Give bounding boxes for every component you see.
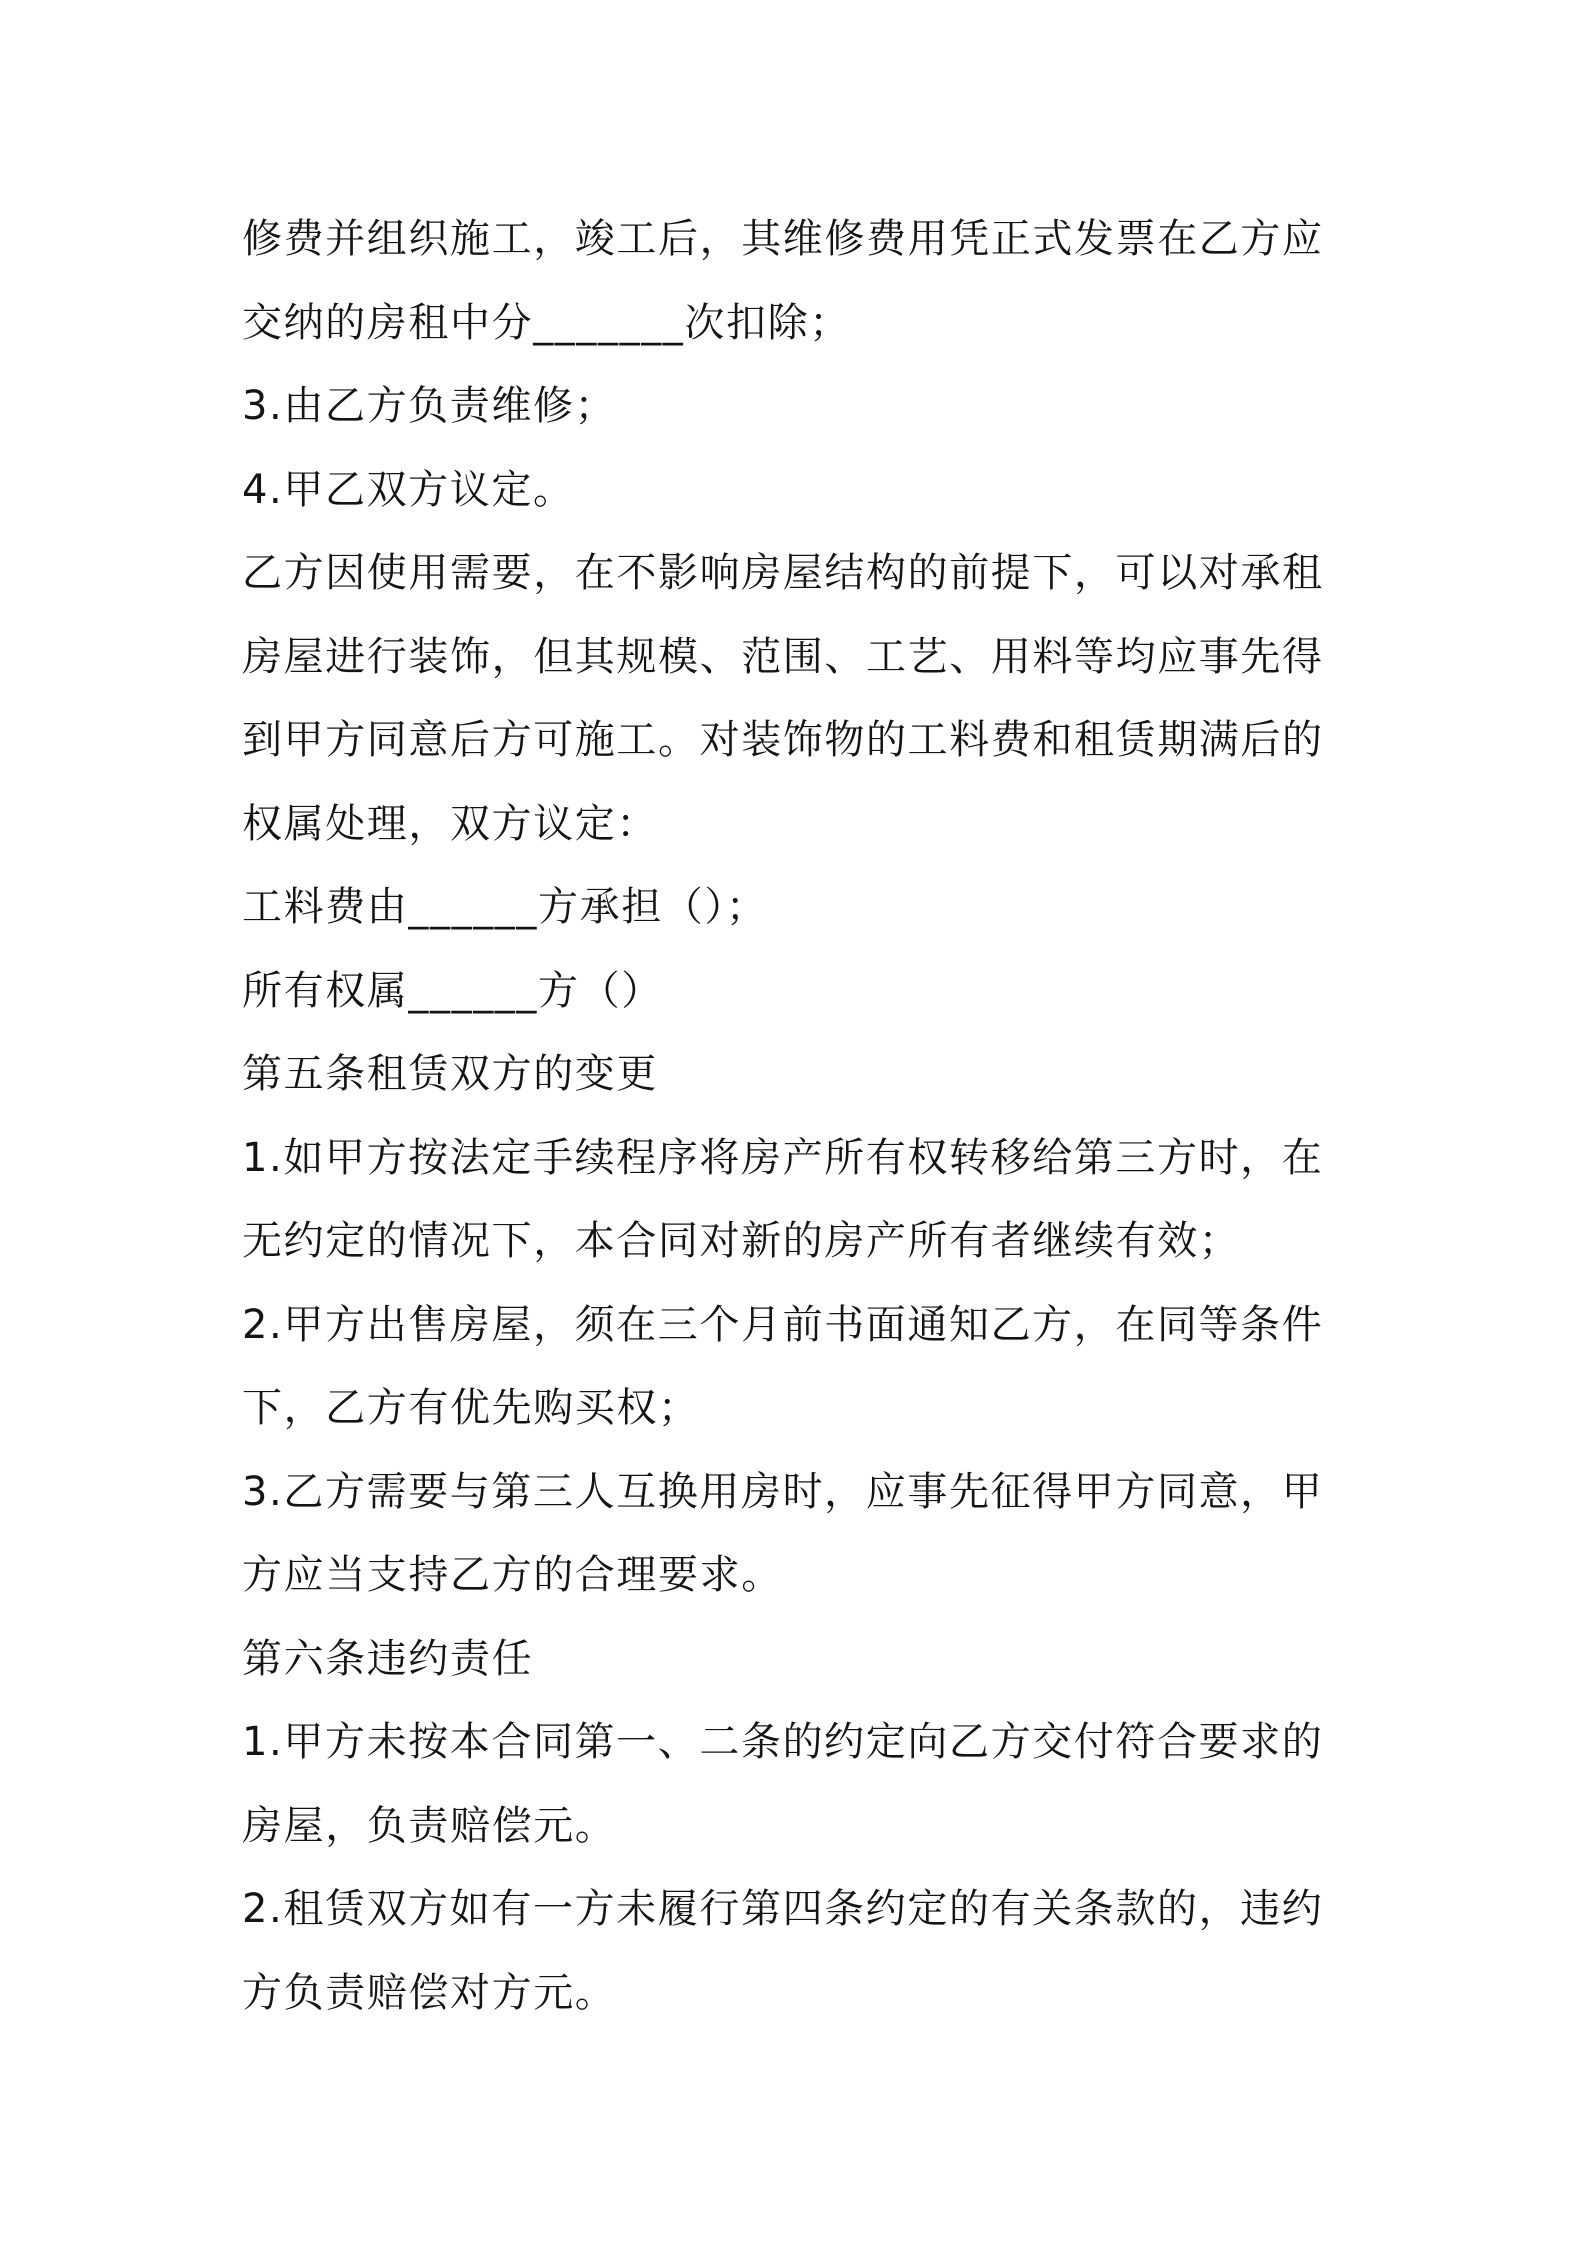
text-line: 乙方因使用需要，在不影响房屋结构的前提下，可以对承租 [242, 550, 1324, 596]
text-line: 方负责赔偿对方元。 [242, 1969, 617, 2016]
text-line: 4.甲乙双方议定。 [242, 466, 575, 513]
text-line: 1.如甲方按法定手续程序将房产所有权转移给第三方时，在 [242, 1134, 1324, 1181]
text-line: 下，乙方有优先购买权； [242, 1385, 700, 1431]
text-line: 方应当支持乙方的合理要求。 [242, 1552, 783, 1598]
text-line: 房屋，负责赔偿元。 [242, 1802, 617, 1849]
text-line: 工料费由______方承担（）； [242, 884, 768, 930]
text-line: 3.乙方需要与第三人互换用房时，应事先征得甲方同意，甲 [242, 1468, 1324, 1515]
text-line: 无约定的情况下，本合同对新的房产所有者继续有效； [242, 1218, 1241, 1264]
text-line: 修费并组织施工，竣工后，其维修费用凭正式发票在乙方应 [242, 216, 1324, 262]
text-line: 到甲方同意后方可施工。对装饰物的工料费和租赁期满后的 [242, 717, 1324, 763]
document-body [242, 198, 1362, 2035]
section-heading: 第五条租赁双方的变更 [242, 1051, 658, 1097]
text-line: 交纳的房租中分_______次扣除； [242, 299, 851, 346]
text-line: 房屋进行装饰，但其规模、范围、工艺、用料等均应事先得 [242, 633, 1324, 680]
text-line: 2.租赁双方如有一方未履行第四条约定的有关条款的，违约 [242, 1886, 1324, 1932]
text-line: 权属处理，双方议定： [242, 800, 658, 847]
text-line: 所有权属______方（） [242, 967, 663, 1014]
section-heading: 第六条违约责任 [242, 1635, 534, 1682]
text-line: 1.甲方未按本合同第一、二条的约定向乙方交付符合要求的 [242, 1719, 1324, 1765]
text-line: 3.由乙方负责维修； [242, 383, 617, 429]
text-line: 2.甲方出售房屋，须在三个月前书面通知乙方，在同等条件 [242, 1301, 1324, 1348]
